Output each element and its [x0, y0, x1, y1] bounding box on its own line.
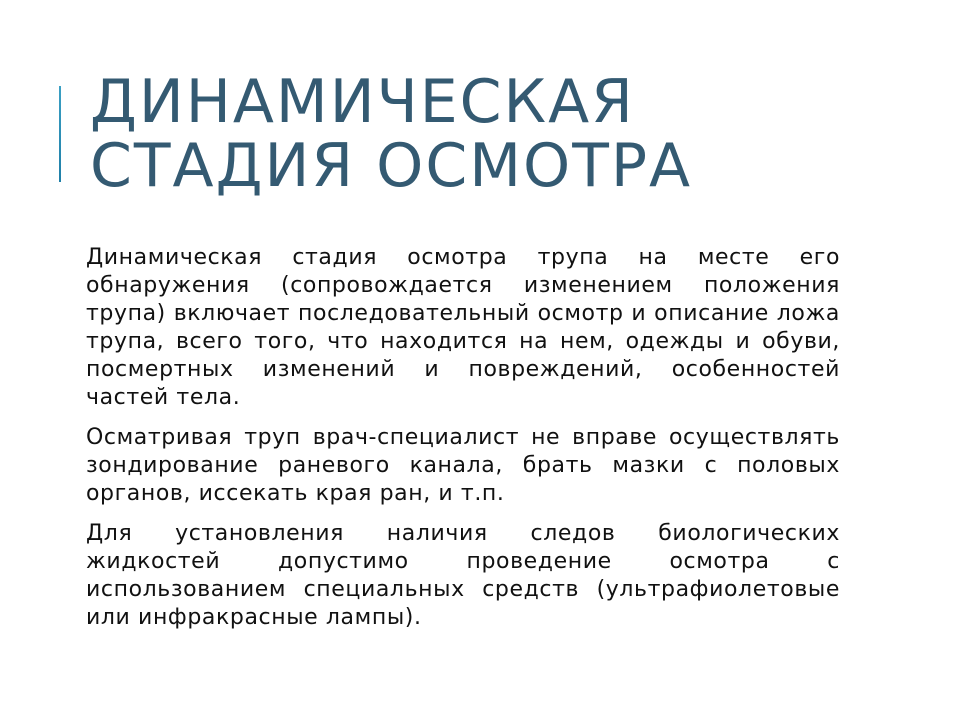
title-accent-bar [59, 86, 61, 182]
slide-title-line-1: ДИНАМИЧЕСКАЯ [90, 67, 635, 137]
slide-body [86, 244, 840, 644]
body-paragraph-3: Для установления наличия следов биологических жидкостей допустимо проведение осмотра с использованием специальных средств (ультрафиолетовые или инфракрасные лампы). [86, 521, 840, 630]
slide-title [90, 67, 910, 201]
body-paragraph-2: Осматривая труп врач-специалист не вправе осуществлять зондирование раневого канала, брать мазки с половых органов, иссекать края ран, и т.п. [86, 425, 840, 506]
slide-title-line-2: СТАДИЯ ОСМОТРА [90, 131, 693, 201]
body-paragraph-1: Динамическая стадия осмотра трупа на месте его обнаружения (сопровождается изменением положения трупа) включает последовательный осмотр и описание ложа трупа, всего того, что находится на нем, одежды и обуви, посмертных изменений и повреждений, особенностей частей тела. [86, 245, 840, 410]
